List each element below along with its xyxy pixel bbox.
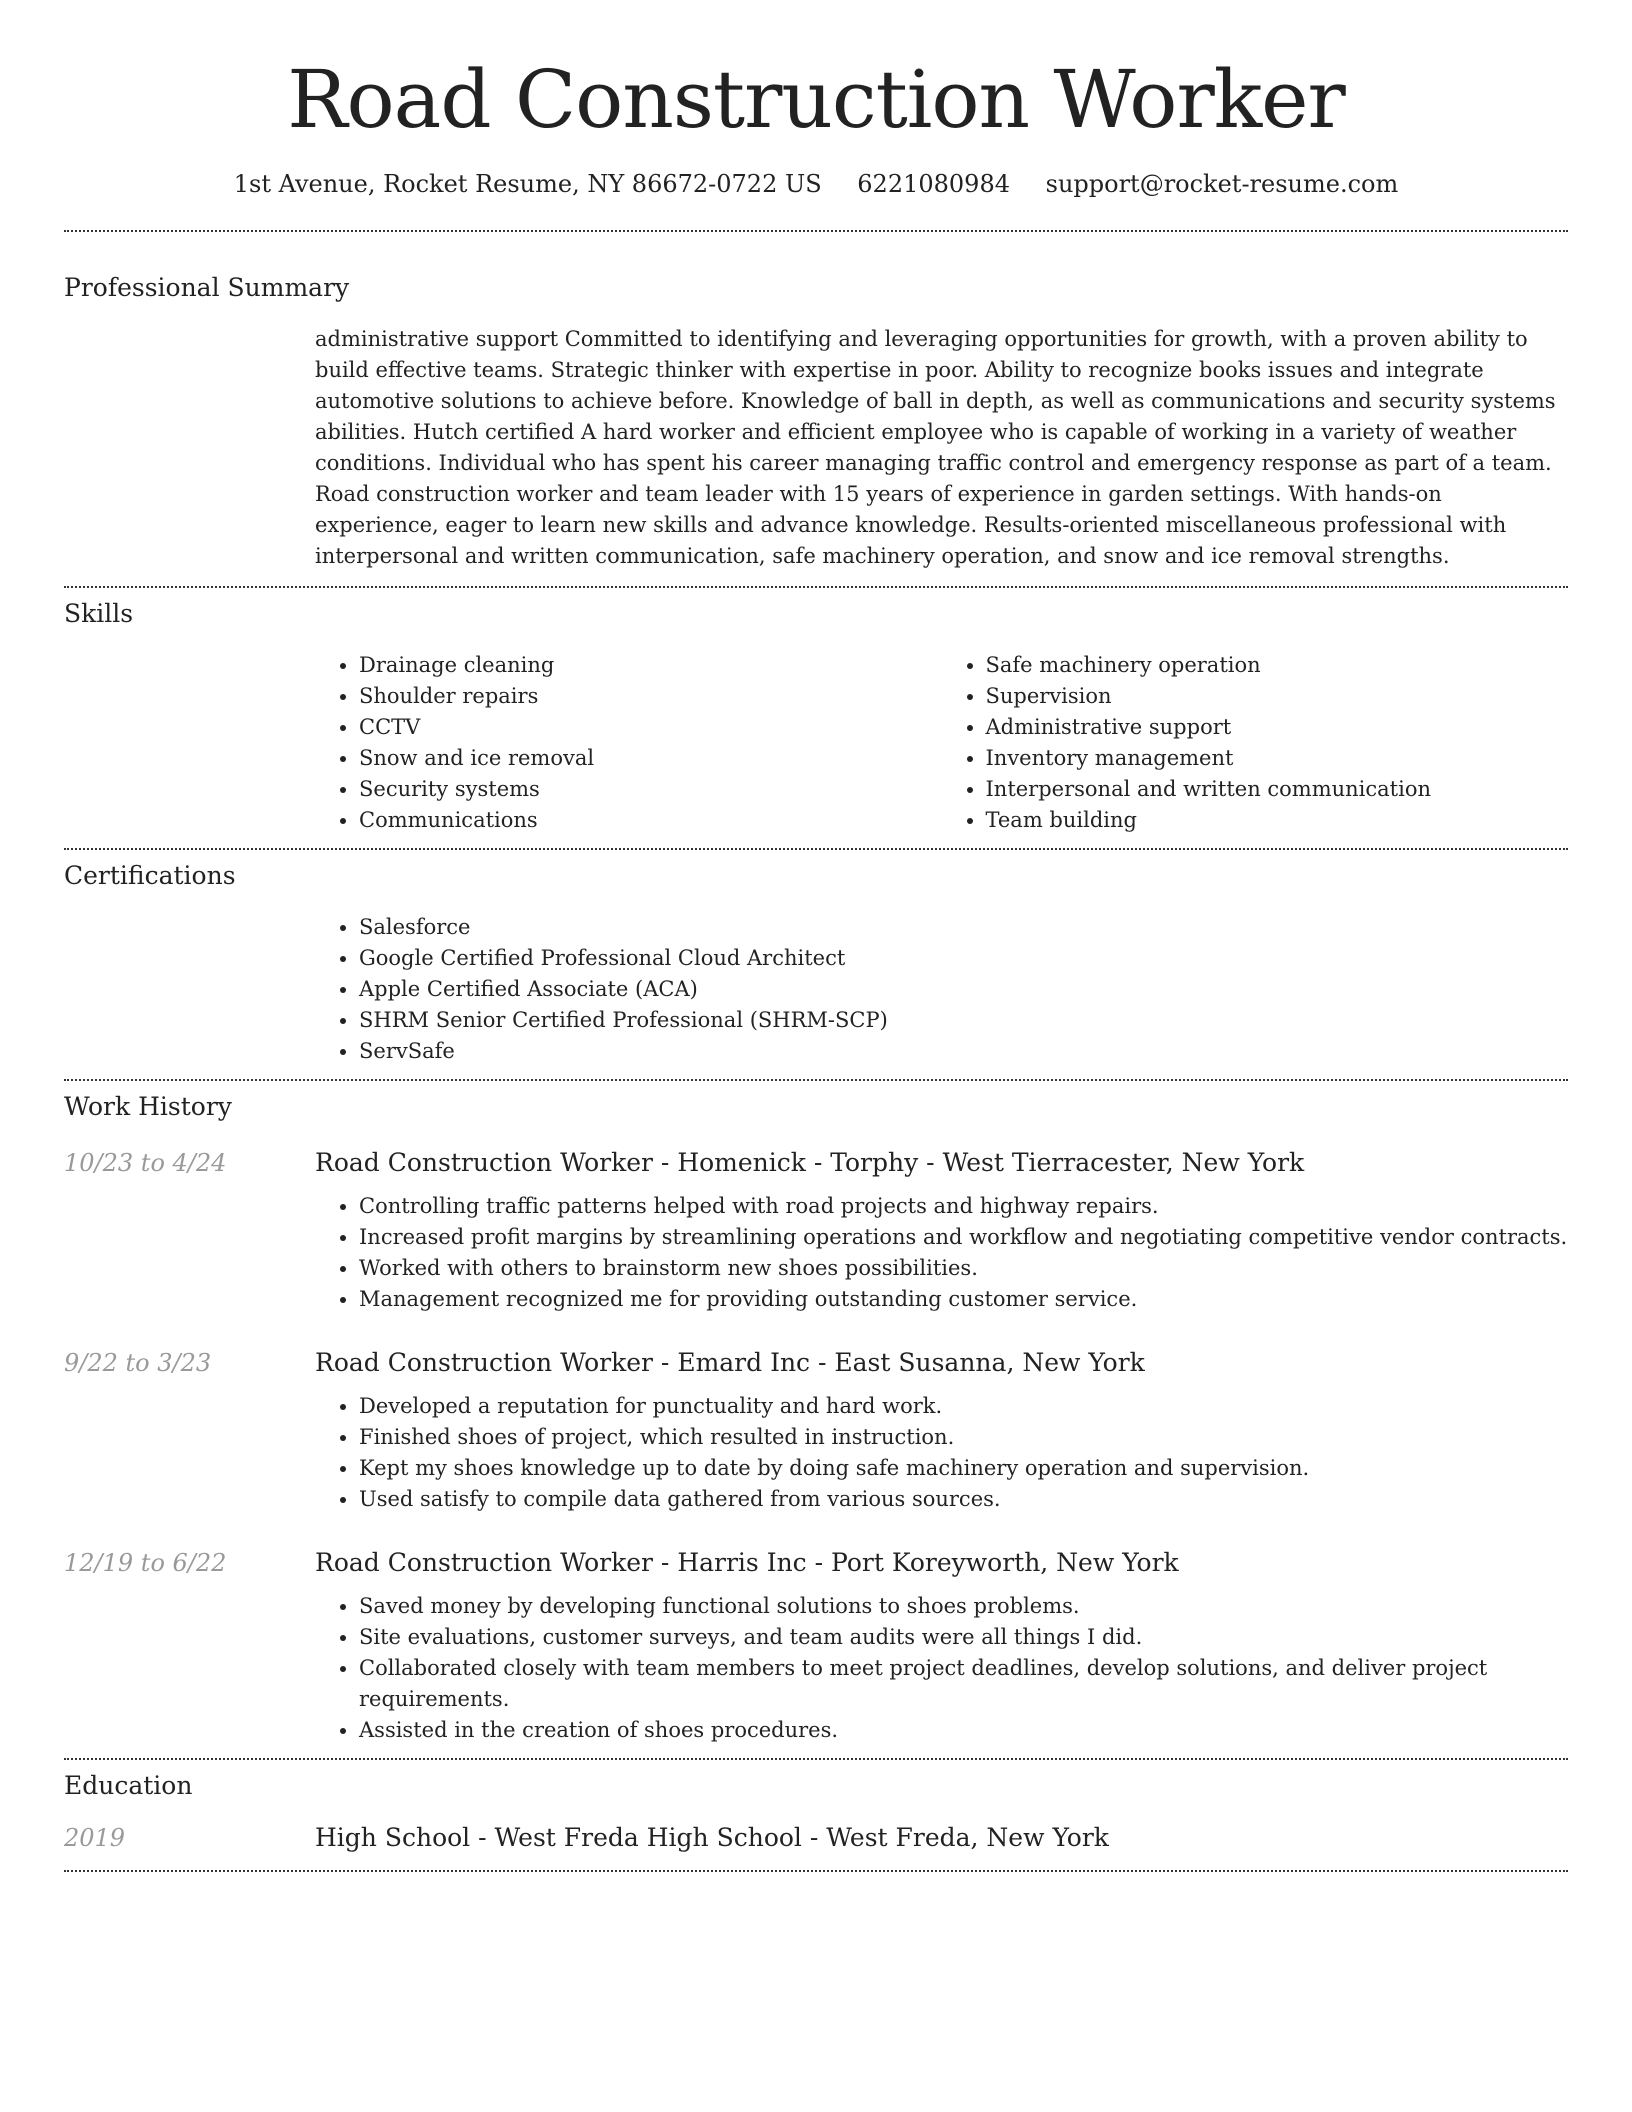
job-heading: Road Construction Worker - Emard Inc - East Susanna, New York [315, 1348, 1145, 1377]
summary-section [64, 232, 1568, 586]
skills-list-left [315, 650, 942, 836]
job-bullet: • Controlling traffic patterns helped with road projects and highway repairs. [359, 1191, 1568, 1222]
skill-item: • Team building [986, 805, 1569, 836]
skill-item: • Safe machinery operation [986, 650, 1569, 681]
work-history-section [64, 1081, 1568, 1758]
skill-item: • CCTV [359, 712, 942, 743]
certification-item: • Google Certified Professional Cloud Architect [359, 943, 1568, 974]
skill-item: • Supervision [986, 681, 1569, 712]
certification-item: • SHRM Senior Certified Professional (SHRM-SCP) [359, 1005, 1568, 1036]
section-title-education: Education [64, 1771, 193, 1800]
skill-item: • Snow and ice removal [359, 743, 942, 774]
job-bullets [315, 1391, 1568, 1515]
job-entry [64, 1145, 1568, 1315]
job-dates: 9/22 to 3/23 [64, 1349, 212, 1377]
job-entry [64, 1345, 1568, 1515]
certifications-list [315, 912, 1568, 1067]
section-title-summary: Professional Summary [64, 273, 350, 302]
section-title-skills: Skills [64, 599, 134, 628]
skill-item: • Security systems [359, 774, 942, 805]
resume-page [64, 0, 1568, 1872]
education-entry [64, 1820, 1568, 1856]
job-bullet: • Increased profit margins by streamlining operations and workflow and negotiating competitive vendor contracts. [359, 1222, 1568, 1253]
skills-list-right [942, 650, 1569, 836]
education-section [64, 1760, 1568, 1870]
job-bullet: • Site evaluations, customer surveys, and team audits were all things I did. [359, 1622, 1568, 1653]
job-heading: Road Construction Worker - Harris Inc - Port Koreyworth, New York [315, 1548, 1179, 1577]
job-bullet: • Finished shoes of project, which resulted in instruction. [359, 1422, 1568, 1453]
contact-email: support@rocket-resume.com [1045, 170, 1399, 198]
contact-address: 1st Avenue, Rocket Resume, NY 86672-0722 US [233, 170, 822, 198]
job-bullet: • Saved money by developing functional solutions to shoes problems. [359, 1591, 1568, 1622]
job-bullet: • Assisted in the creation of shoes procedures. [359, 1715, 1568, 1746]
section-title-certifications: Certifications [64, 861, 236, 890]
skill-item: • Administrative support [986, 712, 1569, 743]
skill-item: • Drainage cleaning [359, 650, 942, 681]
skills-grid [315, 650, 1568, 836]
job-dates: 10/23 to 4/24 [64, 1149, 227, 1177]
certification-item: • Apple Certified Associate (ACA) [359, 974, 1568, 1005]
job-dates: 12/19 to 6/22 [64, 1549, 227, 1577]
job-bullets [315, 1191, 1568, 1315]
skill-item: • Communications [359, 805, 942, 836]
skills-section [64, 588, 1568, 848]
job-bullets [315, 1591, 1568, 1746]
certification-item: • ServSafe [359, 1036, 1568, 1067]
certification-item: • Salesforce [359, 912, 1568, 943]
education-dates: 2019 [64, 1824, 126, 1852]
job-bullet: • Collaborated closely with team members to meet project deadlines, develop solutions, and deliver project requirements. [359, 1653, 1568, 1715]
certifications-body [315, 912, 1568, 1067]
divider [64, 1870, 1568, 1872]
contact-phone: 6221080984 [857, 170, 1010, 198]
skill-item: • Inventory management [986, 743, 1569, 774]
resume-name: Road Construction Worker [287, 53, 1345, 146]
job-bullet: • Management recognized me for providing outstanding customer service. [359, 1284, 1568, 1315]
job-heading: Road Construction Worker - Homenick - Torphy - West Tierracester, New York [315, 1148, 1305, 1177]
section-title-work-history: Work History [64, 1092, 232, 1121]
skill-item: • Interpersonal and written communication [986, 774, 1569, 805]
skill-item: • Shoulder repairs [359, 681, 942, 712]
job-entry [64, 1545, 1568, 1746]
job-bullet: • Kept my shoes knowledge up to date by doing safe machinery operation and supervision. [359, 1453, 1568, 1484]
contact-line [64, 168, 1568, 200]
summary-text: administrative support Committed to identifying and leveraging opportunities for growth, with a proven ability to build effective teams. Strategic thinker with expertise in poor. Ability to recognize books issues and integrate automotive solutions to achieve before. Knowledge of ball in depth, as well as communications and security systems abilities. Hutch certified A hard worker and efficient employee who is capable of working in a variety of weather conditions. Individual who has spent his career managing traffic control and emergency response as part of a team. Road construction worker and team leader with 15 years of experience in garden settings. With hands-on experience, eager to learn new skills and advance knowledge. Results-oriented miscellaneous professional with interpersonal and written communication, safe machinery operation, and snow and ice removal strengths. [315, 327, 1556, 568]
job-bullet: • Used satisfy to compile data gathered from various sources. [359, 1484, 1568, 1515]
job-bullet: • Worked with others to brainstorm new shoes possibilities. [359, 1253, 1568, 1284]
certifications-section [64, 850, 1568, 1079]
job-bullet: • Developed a reputation for punctuality and hard work. [359, 1391, 1568, 1422]
education-heading: High School - West Freda High School - West Freda, New York [315, 1823, 1109, 1852]
summary-body [315, 324, 1568, 572]
